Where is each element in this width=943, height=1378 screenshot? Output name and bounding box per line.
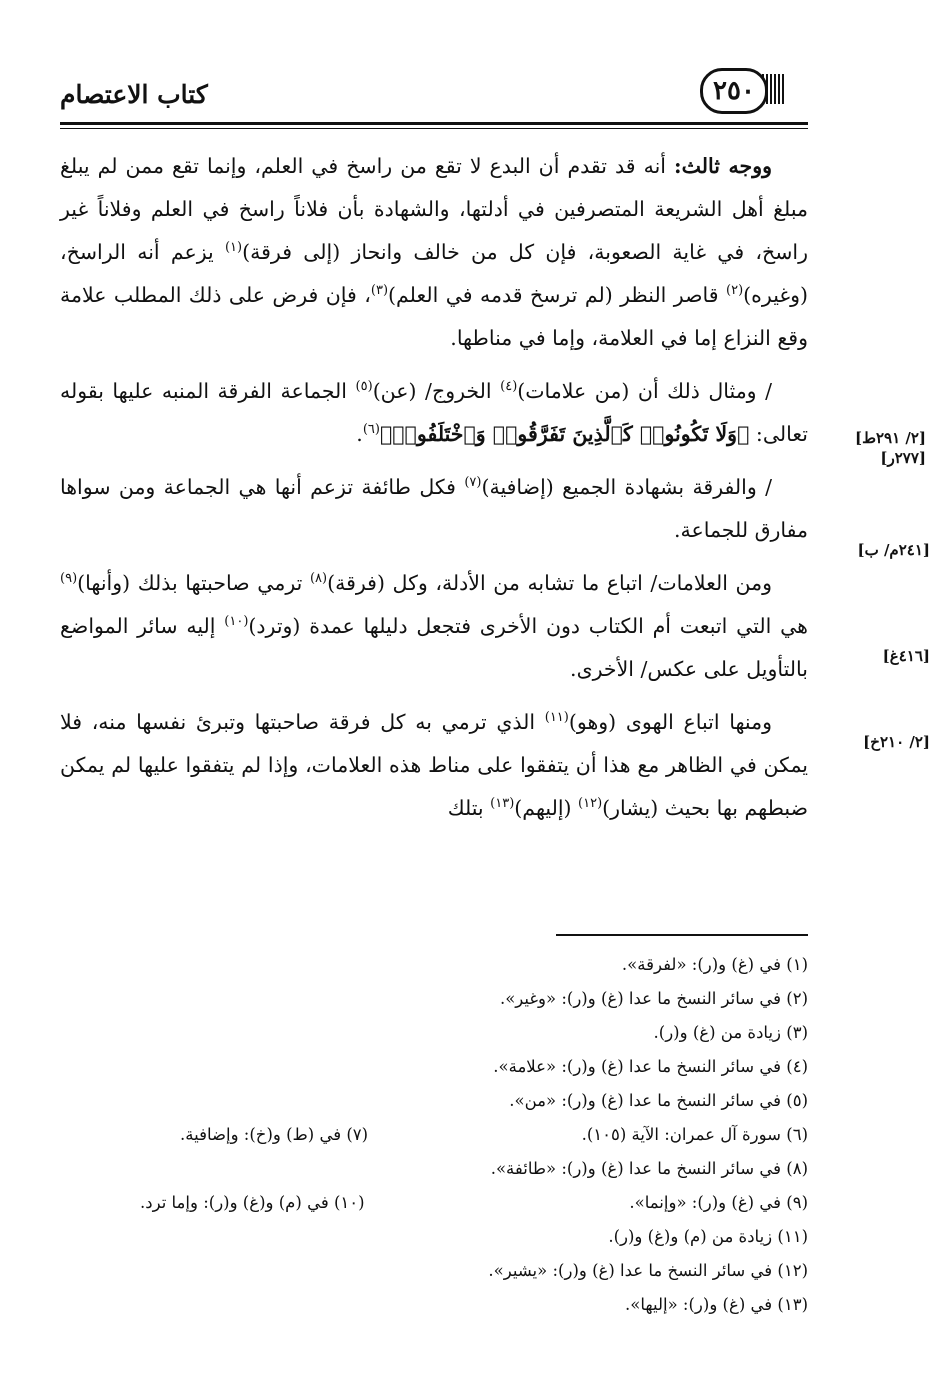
footnote (120, 1084, 808, 1118)
footnote-marker: (٦) (362, 422, 380, 438)
paragraph-5 (60, 701, 808, 830)
text-run: الجماعة الفرقة المنبه عليها بقوله تعالى: (60, 379, 808, 446)
main-text (60, 145, 808, 840)
text-run: / ومثال ذلك أن (من علامات) (517, 379, 773, 403)
footnote-marker: (١٠) (224, 614, 249, 630)
text-run: / والفرقة بشهادة الجميع (إضافية) (481, 475, 772, 499)
footnote-text: (١١) زيادة من (م) و(غ) و(ر). (608, 1227, 808, 1246)
text-run: ومن العلامات/ اتباع ما تشابه من الأدلة، وكل (فرقة) (327, 571, 772, 595)
footnote-text: (٧) في (ط) و(خ): وإضافية. (180, 1125, 369, 1144)
footnote-marker: (١) (224, 240, 243, 256)
footnote-text: (٦) سورة آل عمران: الآية (١٠٥). (581, 1125, 808, 1144)
footnote-marker: (٨) (309, 571, 328, 587)
footnote (120, 1152, 808, 1186)
footnote-marker: (٢) (726, 283, 744, 299)
text-run: فكل طائفة تزعم أنها هي الجماعة ومن سواها مفارق للجماعة. (60, 475, 808, 542)
text-run: أنه قد تقدم أن البدع لا تقع من راسخ في العلم، وإنما تقع ممن لم يبلغ مبلغ أهل الشريعة المتصرفين في أدلتها، والشهادة بأن فلاناً راسخ في العلم وفلاناً غير راسخ، في غاية الصعوبة، فإن كل من خالف وانحاز (إلى فرقة) (60, 154, 809, 264)
footnote-text: (٨) في سائر النسخ ما عدا (غ) و(ر): «طائفة». (490, 1159, 808, 1178)
text-run: الذي ترمي به كل فرقة صاحبتها وتبرئ نفسها منه، فلا يمكن في الظاهر مع هذا أن يتفقوا على مناط هذه العلامات، وإذا لم يتفقوا عليها لم يمكن ضبطهم بها بحيث (يشار) (60, 710, 808, 820)
footnote-separator (556, 934, 808, 936)
footnote-marker: (١١) (544, 710, 569, 726)
paragraph-lead: ووجه ثالث: (674, 154, 772, 178)
header-rule-thin (60, 128, 808, 129)
text-run: ومنها اتباع الهوى (وهو) (568, 710, 772, 734)
text-run: هي التي اتبعت أم الكتاب دون الأخرى فتجعل دليلها عمدة (وترد) (248, 614, 808, 638)
text-run: قاصر النظر (لم ترسخ قدمه في العلم) (388, 283, 726, 307)
footnote-text: (٢) في سائر النسخ ما عدا (غ) و(ر): «وغير». (499, 989, 808, 1008)
footnote-marker: (٣) (370, 283, 389, 299)
footnote (120, 1186, 808, 1220)
footnote (120, 1220, 808, 1254)
footnote-marker: (١٣) (490, 796, 515, 812)
footnote (120, 1016, 808, 1050)
paragraph-3 (60, 466, 808, 552)
paragraph-4 (60, 562, 808, 691)
footnote-marker: (٧) (464, 475, 482, 491)
margin-reference: [٤١٦غ] (882, 647, 930, 665)
footnote-text: (١٢) في سائر النسخ ما عدا (غ) و(ر): «يشير». (488, 1261, 808, 1280)
margin-reference: [٢/ ٢١٠خ] (863, 733, 930, 751)
text-run: يزعم أنه الراسخ، (وغيره) (60, 240, 808, 307)
footnote (120, 1050, 808, 1084)
footnote-marker: (٩) (60, 571, 78, 587)
footnote-marker: (٥) (355, 379, 373, 395)
margin-reference: [٢٤١م/ ب] (857, 541, 930, 559)
footnote (120, 1254, 808, 1288)
footnote-text: (٤) في سائر النسخ ما عدا (غ) و(ر): «علامة». (493, 1057, 808, 1076)
quran-verse: ﴿وَلَا تَكُونُوا۟ كَٱلَّذِينَ تَفَرَّقُوا۟ وَٱخْتَلَفُوا۟﴾ (379, 422, 750, 446)
paragraph-2 (60, 370, 808, 456)
footnotes (120, 948, 808, 1322)
footnote-marker: (١٢) (578, 796, 603, 812)
page-header (60, 62, 808, 128)
text-run: (إليهم) (514, 796, 579, 820)
footnote-marker: (٤) (500, 379, 518, 395)
text-run: ترمي صاحبتها بذلك (وأنها) (77, 571, 310, 595)
footnote-text: (١٣) في (غ) و(ر): «إليها». (625, 1295, 808, 1314)
page-number: ٢٥٠ (700, 68, 768, 114)
footnote-text: (٩) في (غ) و(ر): «وإنما». (629, 1193, 808, 1212)
footnote (120, 1118, 808, 1152)
text-run: ، فإن فرض على ذلك المطلب علامة وقع النزاع إما في العلامة، وإما في مناطها. (60, 283, 808, 350)
text-run: إليه سائر المواضع بالتأويل على عكس/ الأخرى. (60, 614, 808, 681)
footnote (120, 982, 808, 1016)
footnote (120, 948, 808, 982)
book-title: كتاب الاعتصام (60, 80, 208, 109)
text-run: بتلك (447, 796, 491, 820)
footnote-text: (٣) زيادة من (غ) و(ر). (653, 1023, 808, 1042)
footnote-text: (٥) في سائر النسخ ما عدا (غ) و(ر): «من». (509, 1091, 808, 1110)
header-rule (60, 122, 808, 125)
footnote-text: (١٠) في (م) و(غ) و(ر): وإما ترد. (140, 1193, 365, 1212)
margin-reference: [٢/ ٢٩١ط] [٢٧٧ر] (854, 429, 926, 467)
text-run: . (356, 422, 363, 446)
paragraph-1 (60, 145, 808, 360)
footnote (120, 1288, 808, 1322)
text-run: الخروج/ (عن) (372, 379, 501, 403)
footnote-text: (١) في (غ) و(ر): «لفرقة». (621, 955, 808, 974)
